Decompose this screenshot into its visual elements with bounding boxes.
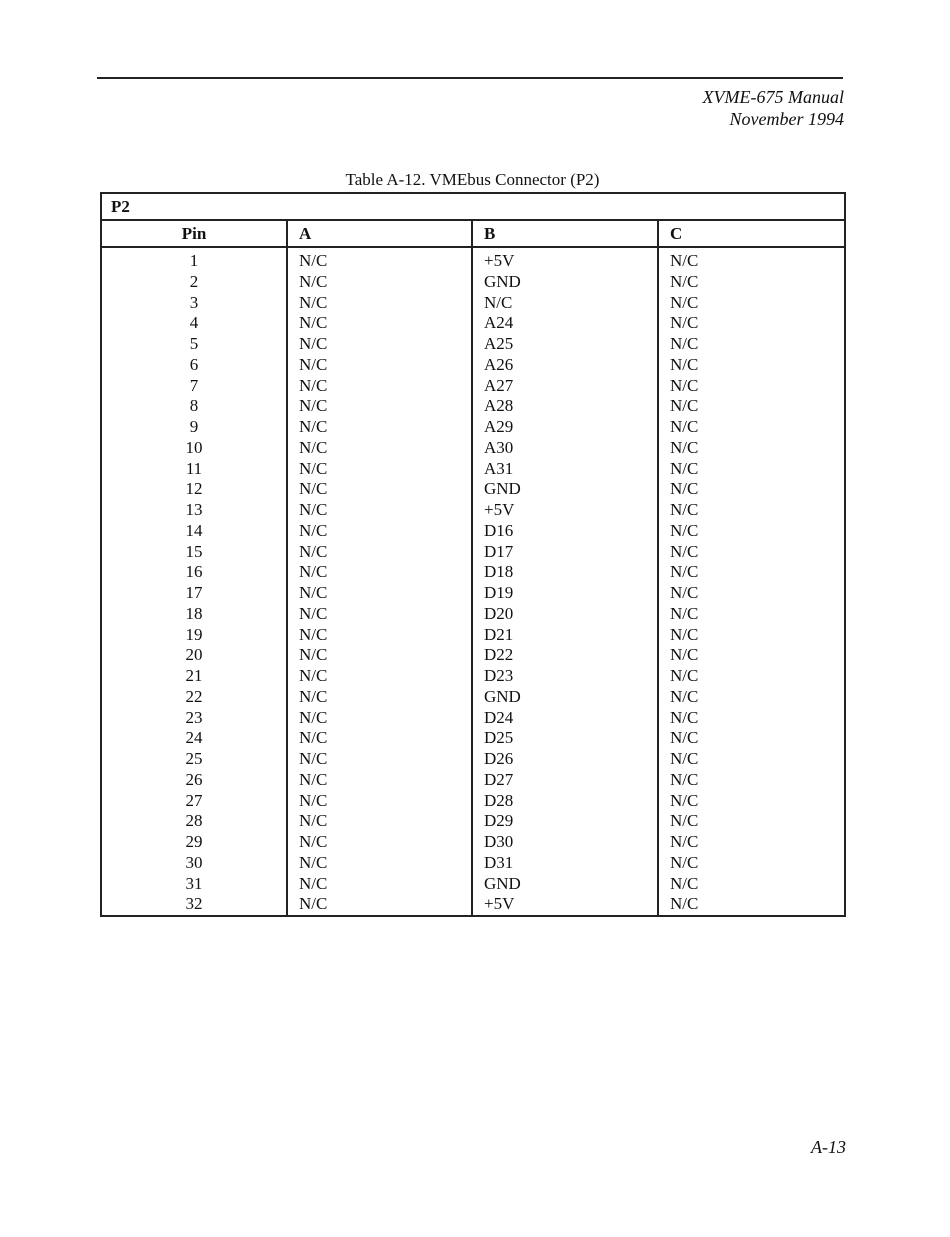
pin-rows: [102, 247, 844, 915]
table-row: [102, 791, 844, 812]
pin-cell: 13: [185, 500, 203, 519]
row-a-cell: N/C: [287, 832, 472, 853]
row-c-cell: N/C: [658, 625, 844, 646]
row-c-cell: N/C: [658, 272, 844, 293]
table-row: [102, 604, 844, 625]
row-b-cell: D29: [472, 811, 658, 832]
row-a-cell: N/C: [287, 479, 472, 500]
table-row: [102, 355, 844, 376]
row-c-cell: N/C: [658, 521, 844, 542]
table-row: [102, 272, 844, 293]
row-a-cell: N/C: [287, 894, 472, 915]
pin-cell: 29: [185, 832, 203, 851]
page-number: A-13: [811, 1137, 846, 1157]
table-row: [102, 583, 844, 604]
row-a-cell: N/C: [287, 376, 472, 397]
pin-cell: 2: [189, 271, 199, 291]
pin-cell: 7: [189, 375, 199, 395]
row-c-cell: N/C: [658, 500, 844, 521]
row-b-cell: A24: [472, 313, 658, 334]
table-row: [102, 376, 844, 397]
table-row: [102, 728, 844, 749]
table-row: [102, 645, 844, 666]
row-c-cell: N/C: [658, 708, 844, 729]
column-header-b: B: [472, 221, 658, 247]
row-c-cell: N/C: [658, 313, 844, 334]
pin-cell: 21: [185, 666, 203, 685]
pin-cell: 20: [185, 645, 203, 665]
table-row: [102, 666, 844, 687]
row-c-cell: N/C: [658, 562, 844, 583]
row-c-cell: N/C: [658, 770, 844, 791]
row-a-cell: N/C: [287, 749, 472, 770]
table-row: [102, 625, 844, 646]
row-a-cell: N/C: [287, 334, 472, 355]
row-b-cell: D28: [472, 791, 658, 812]
manual-date: November 1994: [729, 109, 844, 129]
table-row: [102, 500, 844, 521]
row-b-cell: A27: [472, 376, 658, 397]
connector-group-label: P2: [102, 194, 844, 221]
row-c-cell: N/C: [658, 645, 844, 666]
table-row: [102, 894, 844, 915]
row-b-cell: D27: [472, 770, 658, 791]
page-header: [703, 86, 844, 130]
row-c-cell: N/C: [658, 438, 844, 459]
row-a-cell: N/C: [287, 396, 472, 417]
row-a-cell: N/C: [287, 542, 472, 563]
table-row: [102, 521, 844, 542]
row-b-cell: A25: [472, 334, 658, 355]
row-c-cell: N/C: [658, 396, 844, 417]
pin-cell: 12: [185, 479, 203, 499]
row-c-cell: N/C: [658, 417, 844, 438]
row-a-cell: N/C: [287, 874, 472, 895]
pin-cell: 23: [185, 707, 203, 727]
row-a-cell: N/C: [287, 438, 472, 459]
table-row: [102, 853, 844, 874]
table-caption: Table A-12. VMEbus Connector (P2): [345, 170, 600, 189]
table-row: [102, 874, 844, 895]
pin-cell: 6: [189, 354, 199, 374]
row-c-cell: N/C: [658, 293, 844, 314]
table-row: [102, 334, 844, 355]
table-row: [102, 687, 844, 708]
row-c-cell: N/C: [658, 479, 844, 500]
pin-cell: 5: [189, 334, 199, 353]
row-a-cell: N/C: [287, 417, 472, 438]
row-c-cell: N/C: [658, 666, 844, 687]
row-b-cell: D21: [472, 625, 658, 646]
table-header-row: [102, 221, 844, 247]
row-c-cell: N/C: [658, 376, 844, 397]
row-c-cell: N/C: [658, 583, 844, 604]
row-b-cell: A30: [472, 438, 658, 459]
row-c-cell: N/C: [658, 832, 844, 853]
row-b-cell: GND: [472, 687, 658, 708]
row-b-cell: D23: [472, 666, 658, 687]
row-c-cell: N/C: [658, 604, 844, 625]
table-row: [102, 562, 844, 583]
row-a-cell: N/C: [287, 708, 472, 729]
connector-table: [100, 192, 846, 917]
pin-cell: 10: [185, 437, 203, 457]
row-c-cell: N/C: [658, 542, 844, 563]
row-a-cell: N/C: [287, 562, 472, 583]
pin-cell: 17: [185, 583, 203, 602]
row-b-cell: +5V: [472, 894, 658, 915]
pin-table: [102, 221, 844, 915]
row-c-cell: N/C: [658, 728, 844, 749]
pin-cell: 3: [189, 292, 199, 312]
row-b-cell: +5V: [472, 500, 658, 521]
pin-cell: 11: [185, 458, 203, 478]
row-c-cell: N/C: [658, 749, 844, 770]
row-a-cell: N/C: [287, 459, 472, 480]
row-b-cell: A28: [472, 396, 658, 417]
row-c-cell: N/C: [658, 894, 844, 915]
row-a-cell: N/C: [287, 521, 472, 542]
row-c-cell: N/C: [658, 334, 844, 355]
table-row: [102, 708, 844, 729]
pin-cell: 25: [185, 749, 203, 768]
row-b-cell: D18: [472, 562, 658, 583]
row-c-cell: N/C: [658, 687, 844, 708]
row-b-cell: D20: [472, 604, 658, 625]
pin-cell: 4: [189, 313, 199, 333]
row-a-cell: N/C: [287, 625, 472, 646]
row-b-cell: D22: [472, 645, 658, 666]
row-a-cell: N/C: [287, 728, 472, 749]
table-row: [102, 459, 844, 480]
row-c-cell: N/C: [658, 853, 844, 874]
row-a-cell: N/C: [287, 791, 472, 812]
row-c-cell: N/C: [658, 459, 844, 480]
row-a-cell: N/C: [287, 272, 472, 293]
pin-cell: 24: [185, 728, 203, 748]
row-b-cell: D16: [472, 521, 658, 542]
row-c-cell: N/C: [658, 247, 844, 272]
row-a-cell: N/C: [287, 666, 472, 687]
row-a-cell: N/C: [287, 583, 472, 604]
row-b-cell: N/C: [472, 293, 658, 314]
table-row: [102, 313, 844, 334]
table-row: [102, 438, 844, 459]
row-b-cell: A31: [472, 459, 658, 480]
pin-cell: 8: [189, 396, 199, 416]
row-a-cell: N/C: [287, 687, 472, 708]
row-c-cell: N/C: [658, 811, 844, 832]
row-b-cell: +5V: [472, 247, 658, 272]
row-a-cell: N/C: [287, 645, 472, 666]
row-b-cell: GND: [472, 479, 658, 500]
table-row: [102, 293, 844, 314]
table-row: [102, 479, 844, 500]
header-rule: [97, 77, 843, 79]
pin-cell: 1: [189, 251, 199, 270]
row-b-cell: D31: [472, 853, 658, 874]
table-row: [102, 542, 844, 563]
table-row: [102, 247, 844, 272]
row-a-cell: N/C: [287, 247, 472, 272]
column-header-c: C: [658, 221, 844, 247]
row-a-cell: N/C: [287, 770, 472, 791]
table-row: [102, 396, 844, 417]
row-b-cell: D25: [472, 728, 658, 749]
pin-cell: 22: [185, 686, 203, 706]
table-row: [102, 832, 844, 853]
row-c-cell: N/C: [658, 791, 844, 812]
row-b-cell: D24: [472, 708, 658, 729]
pin-cell: 14: [185, 520, 203, 540]
pin-cell: 16: [185, 562, 203, 582]
pin-cell: 18: [185, 603, 203, 623]
row-b-cell: A26: [472, 355, 658, 376]
pin-cell: 30: [185, 852, 203, 872]
row-a-cell: N/C: [287, 811, 472, 832]
row-c-cell: N/C: [658, 355, 844, 376]
table-row: [102, 749, 844, 770]
row-b-cell: D19: [472, 583, 658, 604]
pin-cell: 32: [185, 894, 203, 914]
row-a-cell: N/C: [287, 853, 472, 874]
row-a-cell: N/C: [287, 500, 472, 521]
row-a-cell: N/C: [287, 293, 472, 314]
row-c-cell: N/C: [658, 874, 844, 895]
pin-cell: 26: [185, 769, 203, 789]
pin-cell: 15: [185, 541, 203, 561]
row-b-cell: D26: [472, 749, 658, 770]
row-b-cell: GND: [472, 272, 658, 293]
pin-cell: 27: [185, 790, 203, 810]
pin-cell: 28: [185, 811, 203, 831]
row-b-cell: A29: [472, 417, 658, 438]
row-b-cell: D17: [472, 542, 658, 563]
row-a-cell: N/C: [287, 313, 472, 334]
row-a-cell: N/C: [287, 355, 472, 376]
pin-cell: 31: [185, 873, 203, 893]
manual-title: XVME-675 Manual: [702, 87, 844, 107]
pin-cell: 19: [185, 624, 203, 644]
column-header-a: A: [287, 221, 472, 247]
row-b-cell: D30: [472, 832, 658, 853]
table-row: [102, 811, 844, 832]
table-row: [102, 417, 844, 438]
row-a-cell: N/C: [287, 604, 472, 625]
row-b-cell: GND: [472, 874, 658, 895]
pin-cell: 9: [189, 417, 199, 436]
table-row: [102, 770, 844, 791]
column-header-pin: Pin: [102, 221, 287, 247]
